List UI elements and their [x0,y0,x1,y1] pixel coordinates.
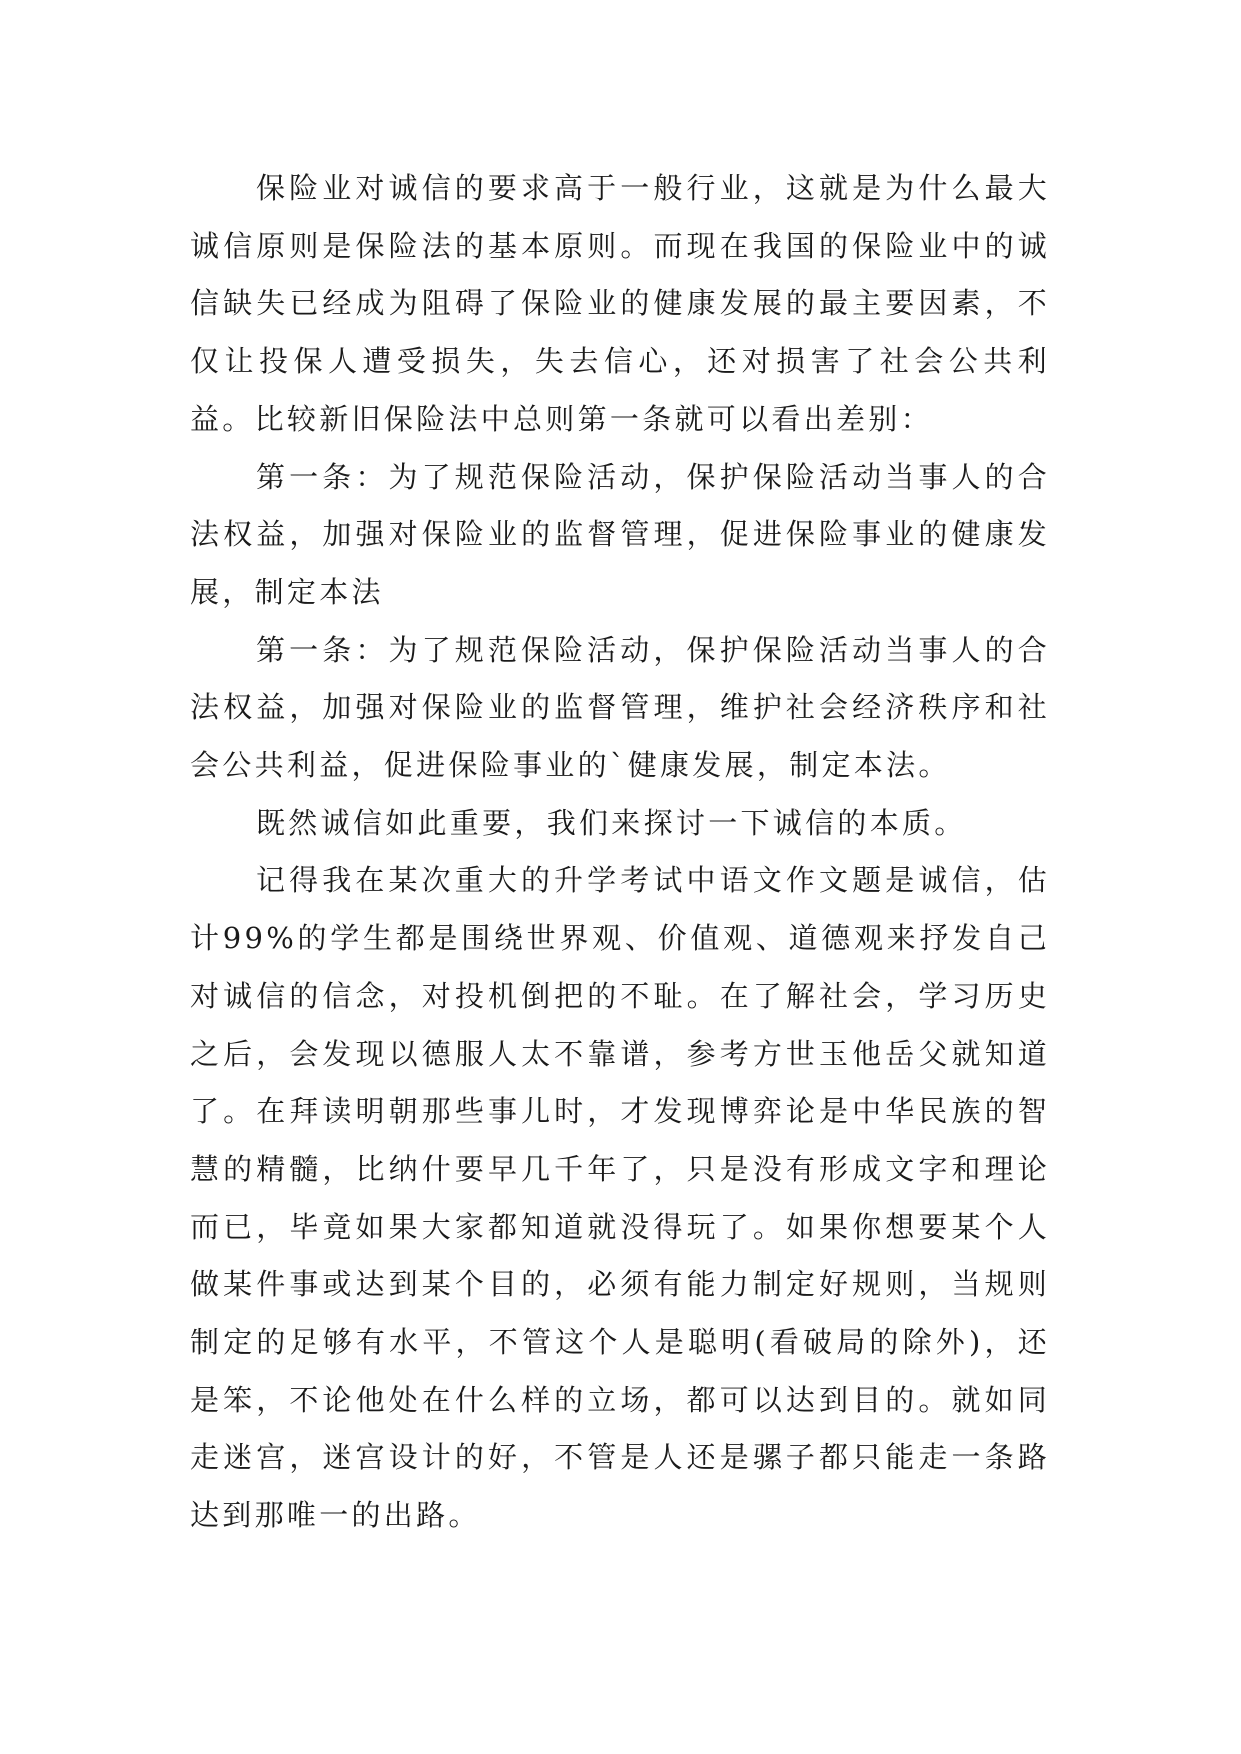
paragraph-1: 保险业对诚信的要求高于一般行业，这就是为什么最大诚信原则是保险法的基本原则。而现在我国的保险业中的诚信缺失已经成为阻碍了保险业的健康发展的最主要因素，不仅让投保人遭受损失，失去信心，还对损害了社会公共利益。比较新旧保险法中总则第一条就可以看出差别： [190,171,1050,436]
paragraph-5: 记得我在某次重大的升学考试中语文作文题是诚信，估计99%的学生都是围绕世界观、价值观、道德观来抒发自己对诚信的信念，对投机倒把的不耻。在了解社会，学习历史之后，会发现以德服人太不靠谱，参考方世玉他岳父就知道了。在拜读明朝那些事儿时，才发现博弈论是中华民族的智慧的精髓，比纳什要早几千年了，只是没有形成文字和理论而已，毕竟如果大家都知道就没得玩了。如果你想要某个人做某件事或达到某个目的，必须有能力制定好规则，当规则制定的足够有水平，不管这个人是聪明(看破局的除外)，还是笨，不论他处在什么样的立场，都可以达到目的。就如同走迷宫，迷宫设计的好，不管是人还是骡子都只能走一条路达到那唯一的出路。 [190,863,1050,1533]
paragraph-4: 既然诚信如此重要，我们来探讨一下诚信的本质。 [256,805,967,840]
document-body [190,160,1050,1545]
paragraph-2: 第一条：为了规范保险活动，保护保险活动当事人的合法权益，加强对保险业的监督管理，促进保险事业的健康发展，制定本法 [190,459,1050,609]
paragraph-3: 第一条：为了规范保险活动，保护保险活动当事人的合法权益，加强对保险业的监督管理，维护社会经济秩序和社会公共利益，促进保险事业的`健康发展，制定本法。 [190,632,1050,783]
